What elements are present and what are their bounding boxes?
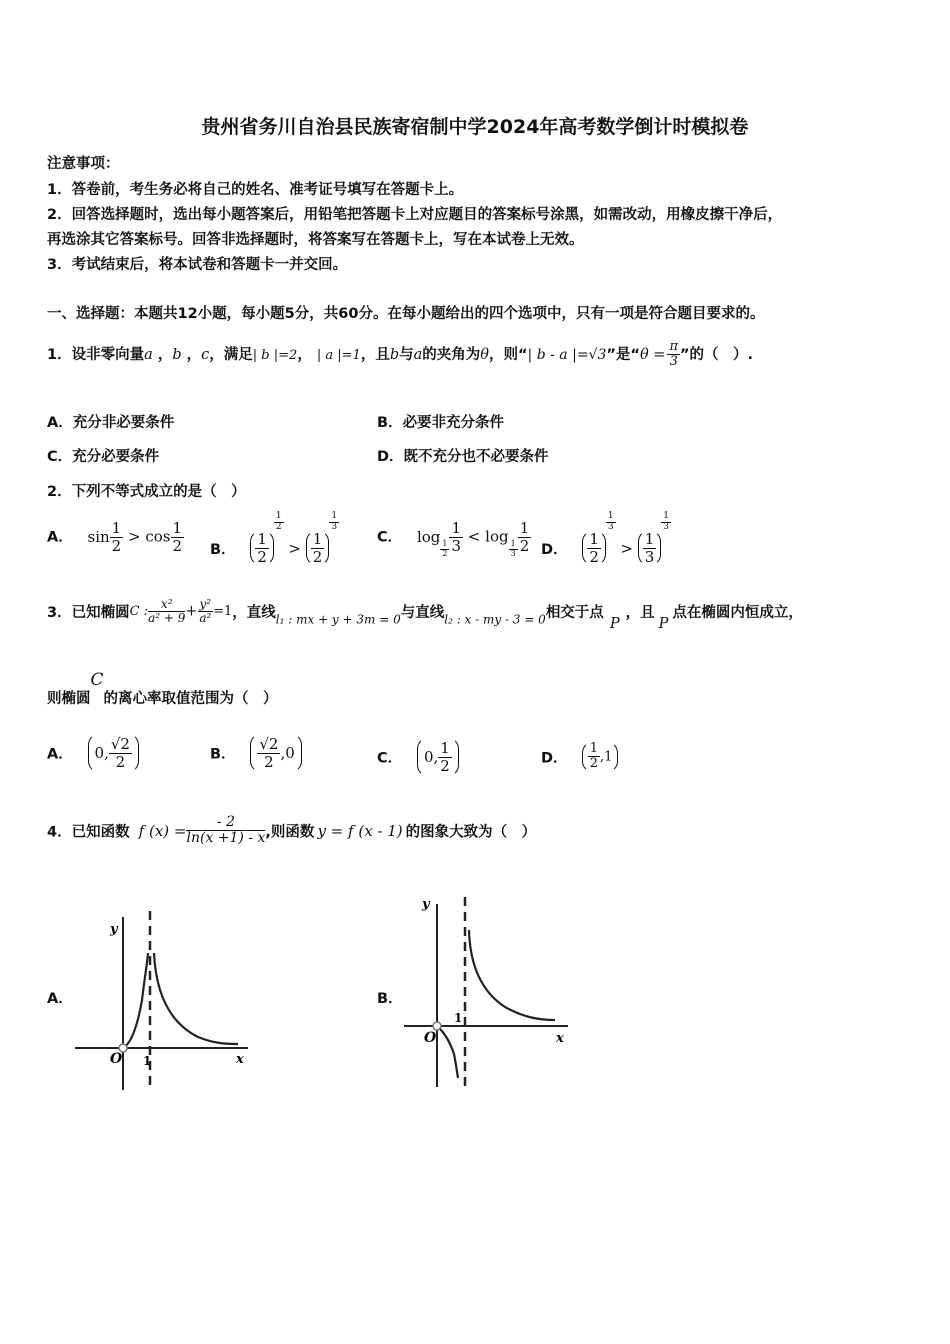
q1-vector-c: c xyxy=(201,346,210,363)
notice-item: 2．回答选择题时，选出每小题答案后，用铅笔把答题卡上对应题目的答案标号涂黑，如需改动，用橡皮擦干净后， xyxy=(47,207,783,223)
q1-pi: π xyxy=(669,339,678,354)
tick-1: 1 xyxy=(454,1011,463,1025)
q1-option-c[interactable]: C．充分必要条件 xyxy=(47,449,160,465)
notice-item: 1．答卷前，考生务必将自己的姓名、准考证号填写在答题卡上。 xyxy=(47,182,464,198)
question-2: 2．下列不等式成立的是（ ） xyxy=(47,484,246,500)
q4-graph-a[interactable] xyxy=(70,905,260,1095)
q1-expr: | b - a |=√3 xyxy=(527,346,607,363)
curve-right xyxy=(469,930,555,1020)
q2-option-b[interactable]: B． $\frac{1}{2}$ $^{\frac{1}{2}}$ > $\frac{1}{2}$ $^{\frac{1}{3}}$ xyxy=(210,511,338,566)
y-label: y xyxy=(110,922,118,937)
q1-sep: ， xyxy=(186,346,202,363)
q4-option-b-label[interactable]: B． xyxy=(377,991,403,1007)
q1-cond-a: | a |=1 xyxy=(316,347,361,363)
q1-sep: ， xyxy=(297,346,312,363)
q1-vector-b: b xyxy=(172,346,182,363)
question-4: 4．已知函数 f (x) = $\frac{- 2}{\ln(x +1) - x}$ ,则函数 y = f (x - 1) 的图象大致为（ ） xyxy=(47,814,537,847)
q1-sep: ， xyxy=(157,346,173,363)
q1-then: ，则“ xyxy=(489,346,528,363)
q1-vector-a: a xyxy=(144,346,153,363)
notice-item: 3．考试结束后，将本试卷和答题卡一并交回。 xyxy=(47,257,348,273)
section-heading: 一、选择题：本题共12小题，每小题5分，共60分。在每小题给出的四个选项中，只有一项是符合题目要求的。 xyxy=(47,306,765,322)
question-3-line2: 则椭圆C的离心率取值范围为（ ） xyxy=(47,670,278,707)
q1-prefix: 1．设非零向量 xyxy=(47,346,145,363)
page-title: 贵州省务川自治县民族寄宿制中学2024年高考数学倒计时模拟卷 xyxy=(201,116,749,138)
origin-marker xyxy=(433,1022,441,1030)
q4-graph-b[interactable] xyxy=(400,892,580,1092)
q1-and: ，且 xyxy=(360,346,390,363)
q1-vector-a: a xyxy=(413,346,423,363)
q2-option-d[interactable]: D． $\frac{1}{2}$ $^{\frac{1}{3}}$ > $\frac{1}{3}$ $^{\frac{1}{3}}$ xyxy=(541,511,670,566)
q1-option-b[interactable]: B．必要非充分条件 xyxy=(377,415,505,431)
q1-angle: 的夹角为 xyxy=(422,346,481,363)
q1-theta: θ xyxy=(480,346,490,363)
question-1 xyxy=(47,340,753,370)
tick-1: 1 xyxy=(143,1054,152,1068)
q1-three: 3 xyxy=(669,354,678,370)
origin-label: O xyxy=(110,1051,123,1067)
origin-label: O xyxy=(424,1030,437,1046)
q3-option-c[interactable]: C． 0, $\frac{1}{2}$ xyxy=(377,737,459,777)
curve-right xyxy=(154,953,238,1044)
q1-option-a[interactable]: A．充分非必要条件 xyxy=(47,415,175,431)
q1-with: 与 xyxy=(399,346,414,363)
x-label: x xyxy=(236,1052,244,1067)
question-3: 3．已知椭圆C : $\frac{\text{x²}}{\text{a² + 9}}$ + $\frac{\text{y²}}{\text{a²}}$ =1，直线$_{l_1 : mx + y + 3m = 0}$与直线$_{l_2 : x - my - 3 = 0}$相交于点P，且P点在椭圆内恒成立， xyxy=(47,597,803,632)
curve-left xyxy=(123,953,148,1048)
y-label: y xyxy=(422,897,430,912)
q1-vector-b: b xyxy=(389,346,400,363)
q2-option-c[interactable]: C． log $_{\frac{1}{2}}$ $\frac{1}{3}$ < log $_{\frac{1}{3}}$ $\frac{1}{2}$ xyxy=(377,519,530,558)
q1-theta-eq: θ = xyxy=(639,346,666,363)
q1-end: ”的（ ）. xyxy=(680,346,754,363)
q3-option-b[interactable]: B． $\frac{√2}{2}$ ,0 xyxy=(210,733,302,773)
q1-cond-b: | b |=2 xyxy=(252,347,298,363)
q2-option-a[interactable]: A． sin $\frac{1}{2}$ > cos $\frac{1}{2}$ xyxy=(47,519,183,555)
x-label: x xyxy=(556,1031,564,1046)
notice-heading: 注意事项： xyxy=(47,156,120,172)
q1-is: ”是“ xyxy=(606,346,640,363)
q3-option-a[interactable]: A． 0, $\frac{√2}{2}$ xyxy=(47,733,139,773)
curve-left xyxy=(437,1026,458,1078)
q4-option-a-label[interactable]: A． xyxy=(47,991,73,1007)
notice-item: 再选涂其它答案标号。回答非选择题时，将答案写在答题卡上，写在本试卷上无效。 xyxy=(47,232,584,248)
q1-option-d[interactable]: D．既不充分也不必要条件 xyxy=(377,449,549,465)
q3-option-d[interactable]: D． $\frac{1}{2}$ ,1 xyxy=(541,741,618,773)
q1-satisfy: ，满足 xyxy=(209,346,253,363)
